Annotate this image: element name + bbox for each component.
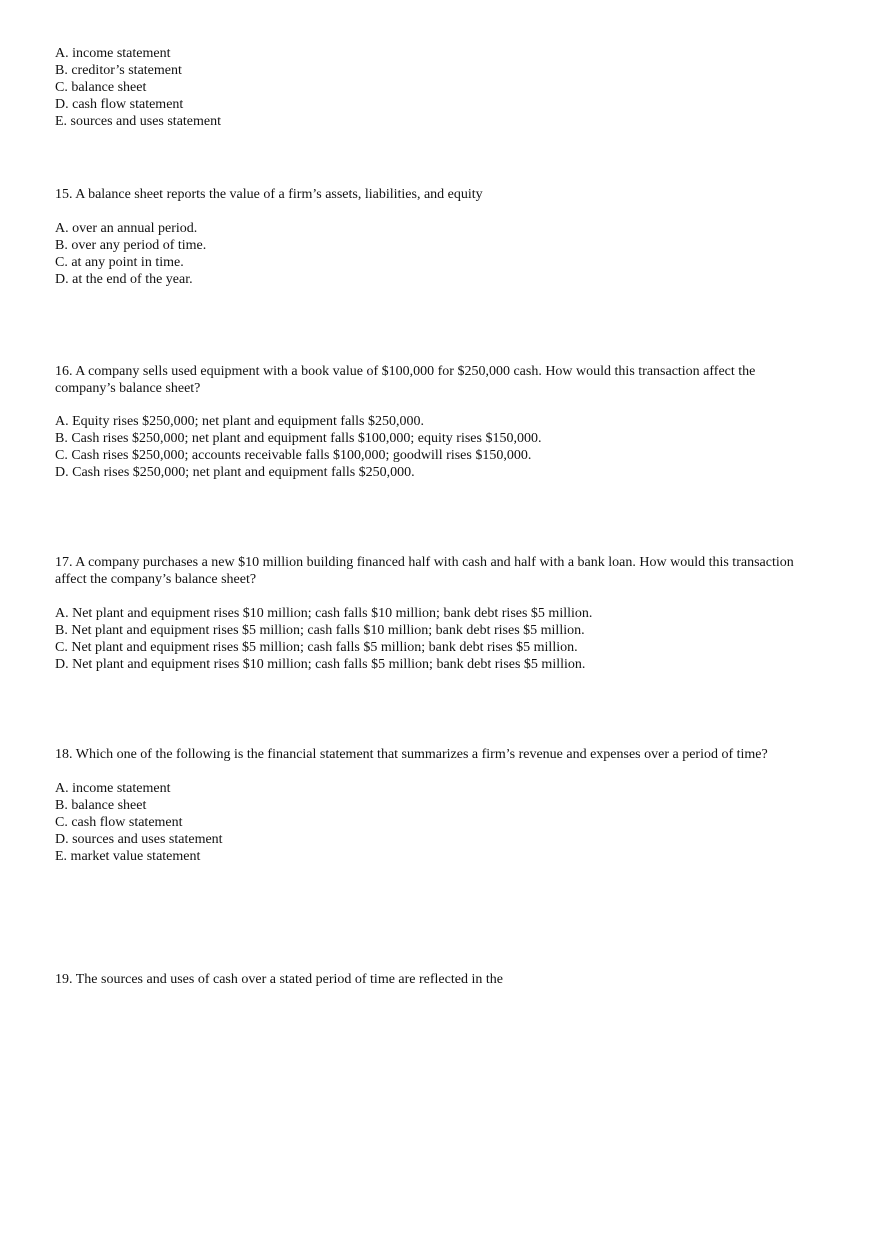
option: A. income statement xyxy=(55,46,171,61)
option: B. Cash rises $250,000; net plant and equipment falls $100,000; equity rises $150,000. xyxy=(55,431,542,446)
option: D. sources and uses statement xyxy=(55,832,223,847)
question-line: 18. Which one of the following is the financial statement that summarizes a firm’s revenue and expenses over a period of time? xyxy=(55,747,768,762)
option: B. balance sheet xyxy=(55,798,147,813)
q18-options xyxy=(55,780,223,865)
option: C. Cash rises $250,000; accounts receivable falls $100,000; goodwill rises $150,000. xyxy=(55,448,532,463)
q15-question xyxy=(55,186,483,203)
option: D. Cash rises $250,000; net plant and equipment falls $250,000. xyxy=(55,465,415,480)
q19-question xyxy=(55,971,503,988)
option: C. balance sheet xyxy=(55,80,147,95)
question-line: 19. The sources and uses of cash over a stated period of time are reflected in the xyxy=(55,972,503,987)
option: A. income statement xyxy=(55,781,171,796)
question-line: 17. A company purchases a new $10 million building financed half with cash and half with a bank loan. How would this transaction xyxy=(55,555,794,570)
q15-options xyxy=(55,220,206,288)
option: D. cash flow statement xyxy=(55,97,184,112)
option: B. over any period of time. xyxy=(55,238,207,253)
q18-question xyxy=(55,746,768,763)
question-line: company’s balance sheet? xyxy=(55,381,201,396)
option: C. cash flow statement xyxy=(55,815,183,830)
q16-question xyxy=(55,363,755,397)
option: A. over an annual period. xyxy=(55,221,198,236)
question-line: affect the company’s balance sheet? xyxy=(55,572,257,587)
q17-options xyxy=(55,605,592,673)
option: D. at the end of the year. xyxy=(55,272,193,287)
q14-options xyxy=(55,45,221,130)
question-line: 15. A balance sheet reports the value of a firm’s assets, liabilities, and equity xyxy=(55,187,483,202)
option: E. sources and uses statement xyxy=(55,114,222,129)
option: A. Net plant and equipment rises $10 million; cash falls $10 million; bank debt rises $5 million. xyxy=(55,606,593,621)
q16-options xyxy=(55,413,541,481)
option: A. Equity rises $250,000; net plant and equipment falls $250,000. xyxy=(55,414,425,429)
option: B. creditor’s statement xyxy=(55,63,182,78)
option: C. at any point in time. xyxy=(55,255,184,270)
option: E. market value statement xyxy=(55,849,201,864)
option: B. Net plant and equipment rises $5 million; cash falls $10 million; bank debt rises $5 million. xyxy=(55,623,585,638)
q17-question xyxy=(55,554,794,588)
option: C. Net plant and equipment rises $5 million; cash falls $5 million; bank debt rises $5 million. xyxy=(55,640,578,655)
question-line: 16. A company sells used equipment with a book value of $100,000 for $250,000 cash. How would this transaction affect the xyxy=(55,364,756,379)
option: D. Net plant and equipment rises $10 million; cash falls $5 million; bank debt rises $5 million. xyxy=(55,657,586,672)
